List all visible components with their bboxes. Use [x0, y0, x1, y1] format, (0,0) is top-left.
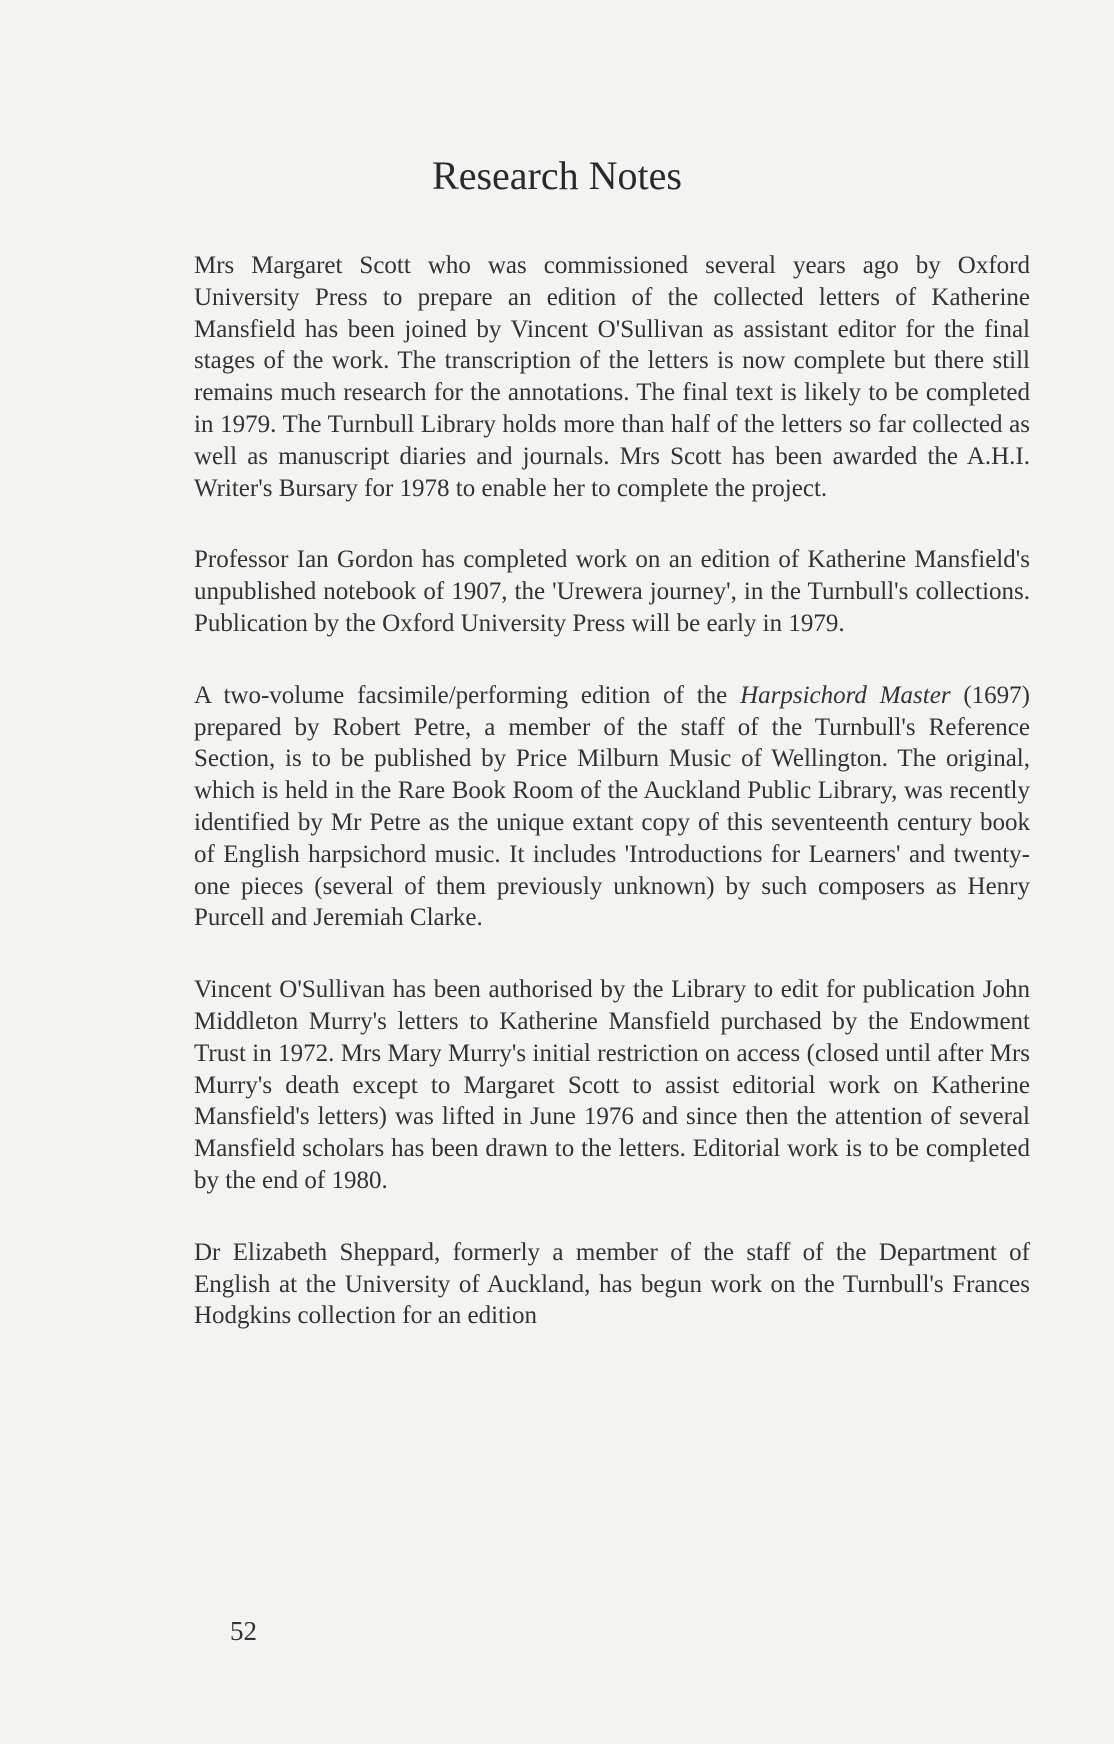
harpsichord-text-after: (1697) prepared by Robert Petre, a member of the staff of the Turnbull's Reference Section, is to be published by Price Milburn Music of Wellington. The original, which is held in the Rare Book Room of the Auckland Public Library, was recently identified by Mr Petre as the unique extant copy of this seventeenth century book of English harpsichord music. It includes 'Introductions for Learners' and twenty-one pieces (several of them previously unknown) by such composers as Henry Purcell and Jeremiah Clarke.	[194, 681, 1031, 932]
paragraph-hodgkins-collection: Dr Elizabeth Sheppard, formerly a member of the staff of the Department of English at the University of Auckland, has begun work on the Turnbull's Frances Hodgkins collection for an edition	[194, 1238, 1030, 1330]
paragraph-urewera-notebook: Professor Ian Gordon has completed work on an edition of Katherine Mansfield's unpublished notebook of 1907, the 'Urewera journey', in the Turnbull's collections. Publication by the Oxford University Press will be early in 1979.	[194, 546, 1030, 637]
page-number: 52	[230, 1616, 257, 1646]
paragraph-letters-edition: Mrs Margaret Scott who was commissioned several years ago by Oxford University Press to prepare an edition of the collected letters of Katherine Mansfield has been joined by Vincent O'Sullivan as assistant editor for the final stages of the work. The transcription of the letters is now complete but there still remains much research for the annotations. The final text is likely to be completed in 1979. The Turnbull Library holds more than half of the letters so far collected as well as manuscript diaries and journals. Mrs Scott has been awarded the A.H.I. Writer's Bursary for 1978 to enable her to complete the project.	[194, 252, 1030, 502]
page-title: Research Notes	[432, 153, 682, 198]
paragraph-murry-letters: Vincent O'Sullivan has been authorised by the Library to edit for publication John Middleton Murry's letters to Katherine Mansfield purchased by the Endowment Trust in 1972. Mrs Mary Murry's initial restriction on access (closed until after Mrs Murry's death except to Margaret Scott to assist editorial work on Katherine Mansfield's letters) was lifted in June 1976 and since then the attention of several Mansfield scholars has been drawn to the letters. Editorial work is to be completed by the end of 1980.	[194, 976, 1030, 1194]
harpsichord-text-before: A two-volume facsimile/performing edition of the	[194, 681, 741, 709]
article-body	[194, 250, 1030, 1332]
paragraph-harpsichord-master	[194, 680, 1030, 934]
harpsichord-title-italic: Harpsichord Master	[740, 681, 951, 709]
